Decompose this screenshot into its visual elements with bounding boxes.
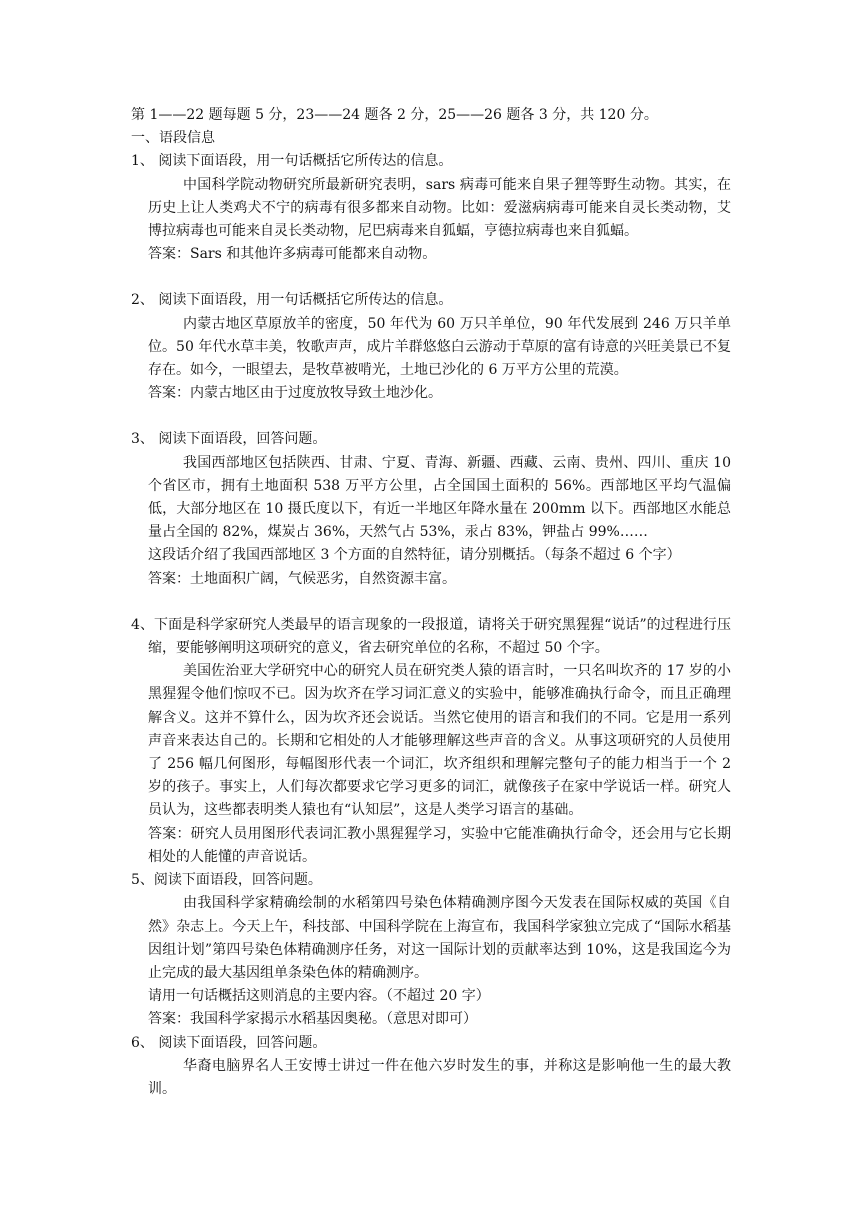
question-2 xyxy=(131,289,731,405)
question-3-answer: 答案：土地面积广阔，气候恶劣，自然资源丰富。 xyxy=(148,570,456,587)
question-2-answer: 答案：内蒙古地区由于过度放牧导致土地沙化。 xyxy=(148,385,442,402)
question-3-prompt: 这段话介绍了我国西部地区 3 个方面的自然特征，请分别概括。（每条不超过 6 个字） xyxy=(148,547,681,564)
question-3-passage: 我国西部地区包括陕西、甘肃、宁夏、青海、新疆、西藏、云南、贵州、四川、重庆 10 个省区市，拥有土地面积 538 万平方公里，占全国国土面积的 56%。西部地区平均气温偏低，大部分地区在 10 摄氏度以下，有近一半地区年降水量在 200mm 以下。西部地区水能总量占全国的 82%，煤炭占 36%，天然气占 53%，汞占 83%，钾盐占 99%…… xyxy=(148,454,731,541)
question-5-prompt: 请用一句话概括这则消息的主要内容。（不超过 20 字） xyxy=(148,988,490,1005)
question-5-head: 5、阅读下面语段，回答问题。 xyxy=(131,872,322,889)
question-1 xyxy=(131,150,731,266)
question-2-head: 2、 阅读下面语段，用一句话概括它所传达的信息。 xyxy=(131,292,453,309)
question-3 xyxy=(131,428,731,590)
question-1-answer: 答案：Sars 和其他许多病毒可能都来自动物。 xyxy=(148,246,437,263)
question-4-passage: 美国佐治亚大学研究中心的研究人员在研究类人猿的语言时，一只名叫坎齐的 17 岁的小黑猩猩令他们惊叹不已。因为坎齐在学习词汇意义的实验中，能够准确执行命令，而且正确理解含义。这并不算什么，因为坎齐还会说话。当然它使用的语言和我们的不同。它是用一系列声音来表达自己的。长期和它相处的人才能够理解这些声音的含义。从事这项研究的人员使用了 256 幅几何图形，每幅图形代表一个词汇，坎齐组织和理解完整句子的能力相当于一个 2 岁的孩子。事实上，人们每次都要求它学习更多的词汇，就像孩子在家中学说话一样。研究人员认为，这些都表明类人猿也有“认知层”，这是人类学习语言的基础。 xyxy=(148,663,731,819)
question-1-head: 1、 阅读下面语段，用一句话概括它所传达的信息。 xyxy=(131,153,453,170)
question-5-passage: 由我国科学家精确绘制的水稻第四号染色体精确测序图今天发表在国际权威的英国《自然》杂志上。今天上午，科技部、中国科学院在上海宣布，我国科学家独立完成了“国际水稻基因组计划”第四号染色体精确测序任务，对这一国际计划的贡献率达到 10%，这是我国迄今为止完成的最大基因组单条染色体的精确测序。 xyxy=(148,895,731,981)
question-2-passage: 内蒙古地区草原放羊的密度，50 年代为 60 万只羊单位，90 年代发展到 246 万只羊单位。50 年代水草丰美，牧歌声声，成片羊群悠悠白云游动于草原的富有诗意的兴旺美景已不复存在。如今，一眼望去，是牧草被啃光，土地已沙化的 6 万平方公里的荒漠。 xyxy=(148,315,731,379)
question-4-head: 4、下面是科学家研究人类最早的语言现象的一段报道，请将关于研究黑猩猩“说话”的过程进行压缩，要能够阐明这项研究的意义，省去研究单位的名称，不超过 50 个字。 xyxy=(131,616,731,657)
spacer xyxy=(131,405,731,428)
spacer xyxy=(131,266,731,289)
question-4 xyxy=(131,614,731,869)
question-1-passage: 中国科学院动物研究所最新研究表明，sars 病毒可能来自果子狸等野生动物。其实，在历史上让人类鸡犬不宁的病毒有很多都来自动物。比如：爱滋病病毒可能来自灵长类动物，艾博拉病毒也可能来自灵长类动物，尼巴病毒来自狐蝠，亨德拉病毒也来自狐蝠。 xyxy=(148,176,731,240)
question-6 xyxy=(131,1032,731,1102)
question-5 xyxy=(131,869,731,1031)
question-4-answer: 答案：研究人员用图形代表词汇教小黑猩猩学习，实验中它能准确执行命令，还会用与它长期相处的人能懂的声音说话。 xyxy=(148,825,731,865)
document-body xyxy=(131,104,731,1101)
scoring-note: 第 1——22 题每题 5 分，23——24 题各 2 分，25——26 题各 3 分，共 120 分。 xyxy=(131,107,658,123)
section-title: 一、语段信息 xyxy=(131,130,215,147)
question-5-answer: 答案：我国科学家揭示水稻基因奥秘。（意思对即可） xyxy=(148,1011,477,1028)
question-6-head: 6、 阅读下面语段，回答问题。 xyxy=(131,1034,327,1051)
question-3-head: 3、 阅读下面语段，回答问题。 xyxy=(131,431,327,448)
question-6-passage: 华裔电脑界名人王安博士讲过一件在他六岁时发生的事，并称这是影响他一生的最大教训。 xyxy=(148,1057,731,1097)
spacer xyxy=(131,591,731,614)
